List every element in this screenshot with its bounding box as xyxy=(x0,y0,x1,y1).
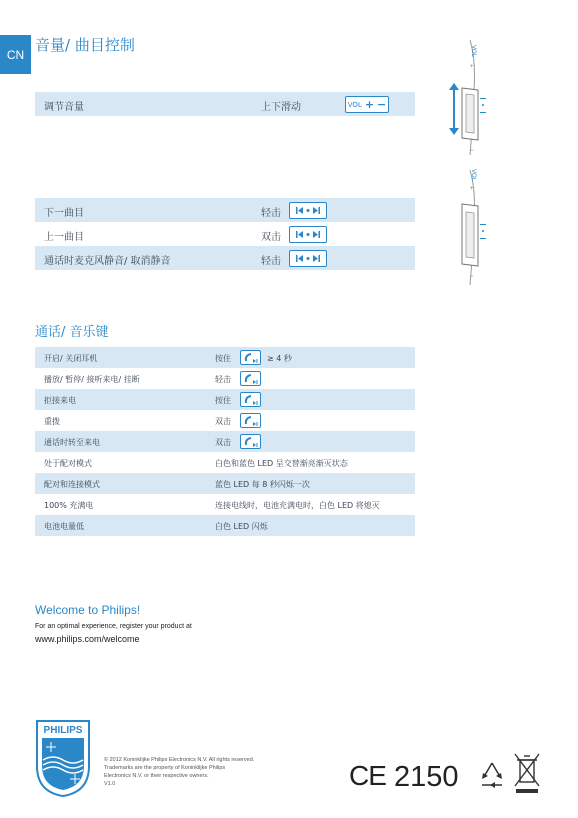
gesture-label: 轻击 xyxy=(215,375,231,384)
action-label: 通话时麦克风静音/ 取消静音 xyxy=(44,256,171,267)
language-tab: CN xyxy=(0,35,31,74)
table-row xyxy=(35,222,415,246)
action-label: 处于配对模式 xyxy=(44,459,92,468)
track-control-icon xyxy=(289,202,327,219)
vol-minus-label: − xyxy=(470,148,474,154)
table-row xyxy=(35,92,415,116)
action-label: 配对和连接模式 xyxy=(44,480,100,489)
vol-plus-label: + xyxy=(470,64,474,70)
gesture-label: 按住 xyxy=(215,396,231,405)
legal-line: © 2012 Koninklijke Philips Electronics N.V. All rights reserved. xyxy=(104,757,255,763)
gesture-label: 双击 xyxy=(215,417,231,426)
action-label: 重拨 xyxy=(44,417,60,426)
call-music-key-icon xyxy=(240,350,261,365)
action-label: 播放/ 暂停/ 接听来电/ 挂断 xyxy=(44,375,140,384)
table-row xyxy=(35,494,415,515)
volume-control-icon xyxy=(345,96,389,113)
action-label: 通话时转至来电 xyxy=(44,438,100,447)
minus-symbol: − xyxy=(377,97,387,111)
call-music-key-icon xyxy=(240,392,261,407)
gesture-label: 上下滑动 xyxy=(261,102,301,113)
gesture-label: 双击 xyxy=(261,232,281,243)
call-music-key-icon xyxy=(240,413,261,428)
section-title-call-music: 通话/ 音乐键 xyxy=(35,325,109,340)
welcome-subtitle: For an optimal experience, register your product at xyxy=(35,623,192,630)
table-row xyxy=(35,368,415,389)
welcome-url[interactable]: www.philips.com/welcome xyxy=(35,634,140,644)
table-row xyxy=(35,347,415,368)
table-row xyxy=(35,246,415,270)
legal-line: Electronics N.V. or their respective owners. xyxy=(104,773,209,779)
table-row xyxy=(35,389,415,410)
headset-volume-illustration xyxy=(440,40,510,160)
table-row xyxy=(35,473,415,494)
action-label: 开启/ 关闭耳机 xyxy=(44,354,98,363)
vol-text: VOL xyxy=(347,100,362,109)
gesture-label: 按住 xyxy=(215,354,231,363)
legal-text xyxy=(104,756,254,788)
headset-track-illustration xyxy=(440,170,510,290)
vol-plus-label: + xyxy=(470,186,474,192)
call-music-key-icon xyxy=(240,371,261,386)
action-label: 100% 充满电 xyxy=(44,501,94,510)
vol-text-label: VOL xyxy=(470,168,477,182)
philips-logo xyxy=(34,718,92,798)
call-music-key-icon xyxy=(240,434,261,449)
gesture-label: 轻击 xyxy=(261,208,281,219)
duration-label: ≥ 4 秒 xyxy=(267,354,292,363)
welcome-title: Welcome to Philips! xyxy=(35,603,141,617)
weee-bin-icon xyxy=(512,752,542,799)
track-control-icon xyxy=(289,250,327,267)
vol-minus-label: − xyxy=(470,274,474,280)
table-row xyxy=(35,515,415,536)
gesture-label: 连接电线时，电池充满电时，白色 LED 将熄灭 xyxy=(215,501,380,510)
table-row xyxy=(35,410,415,431)
action-label: 电池电量低 xyxy=(44,522,84,531)
gesture-label: 蓝色 LED 每 8 秒闪烁一次 xyxy=(215,480,310,489)
plus-symbol: + xyxy=(364,97,375,111)
legal-line: Trademarks are the property of Koninklijke Philips xyxy=(104,765,226,771)
gesture-label: 白色和蓝色 LED 呈交替渐亮渐灭状态 xyxy=(215,459,348,468)
action-label: 上一曲目 xyxy=(44,232,84,243)
table-row xyxy=(35,431,415,452)
legal-line: V1.0 xyxy=(104,781,116,787)
table-row xyxy=(35,198,415,222)
recycle-icon xyxy=(476,760,508,795)
vol-text-label: VOL xyxy=(470,44,477,58)
ce-mark: CE xyxy=(349,760,386,791)
action-label: 拒接来电 xyxy=(44,396,76,405)
gesture-label: 轻击 xyxy=(261,256,281,267)
gesture-label: 白色 LED 闪烁 xyxy=(215,522,268,531)
action-label: 调节音量 xyxy=(44,102,84,113)
action-label: 下一曲目 xyxy=(44,208,84,219)
track-control-icon xyxy=(289,226,327,243)
table-row xyxy=(35,452,415,473)
svg-text:PHILIPS: PHILIPS xyxy=(43,725,83,736)
gesture-label: 双击 xyxy=(215,438,231,447)
notified-body-number: 2150 xyxy=(394,761,459,793)
section-title-volume: 音量/ 曲目控制 xyxy=(35,36,135,54)
